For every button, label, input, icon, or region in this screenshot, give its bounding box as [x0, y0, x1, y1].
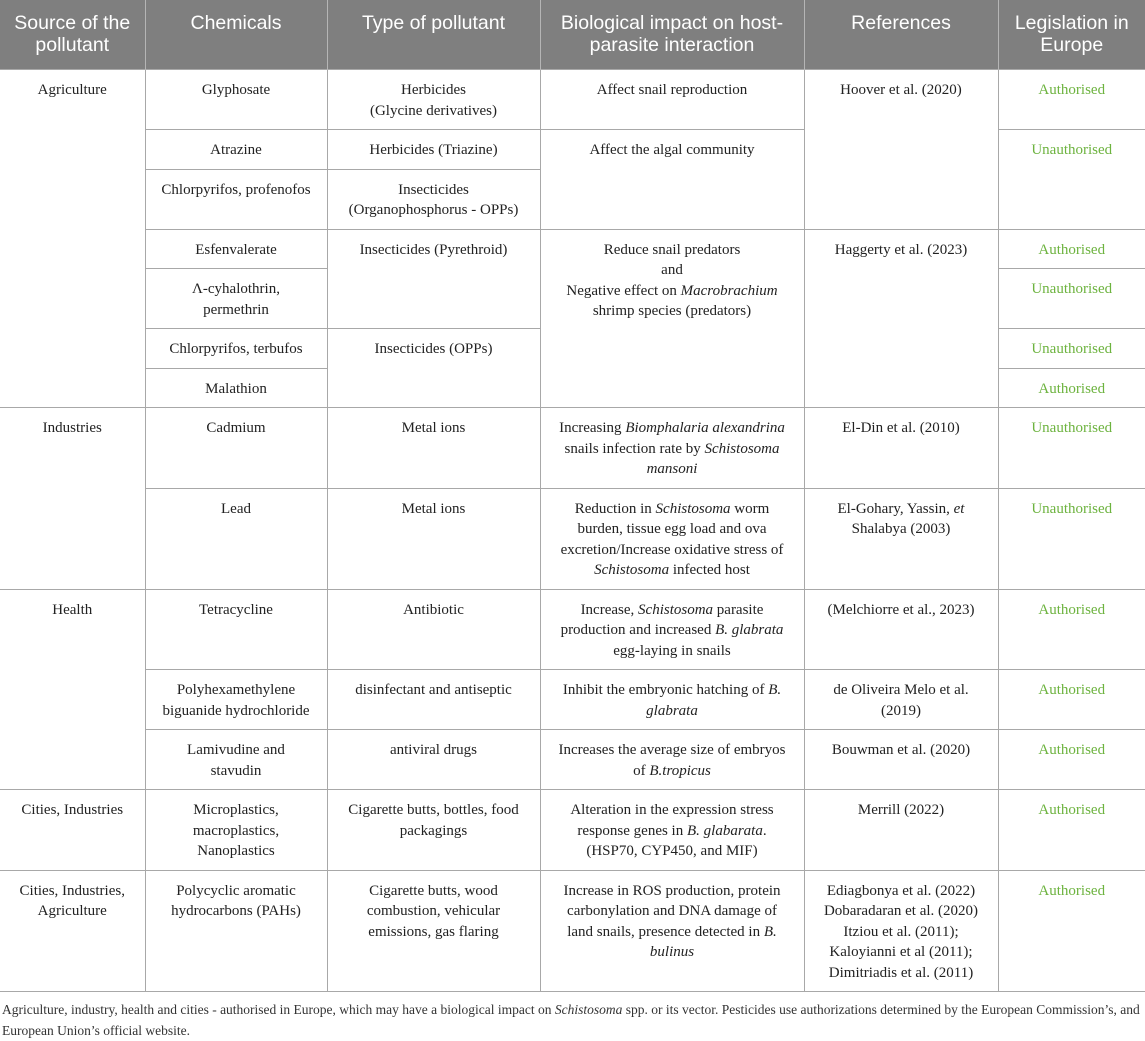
- header-chemicals: Chemicals: [145, 0, 327, 70]
- legislation-cell: Authorised: [998, 368, 1145, 408]
- table-row: [0, 589, 1145, 670]
- type-cell: antiviral drugs: [327, 730, 540, 790]
- type-cell: Herbicides (Glycine derivatives): [327, 70, 540, 130]
- impact-cell: Reduction in Schistosoma worm burden, tissue egg load and ova excretion/Increase oxidative stress of Schistosoma infected host: [540, 488, 804, 589]
- chemical-cell: Glyphosate: [145, 70, 327, 130]
- chemical-cell: Tetracycline: [145, 589, 327, 670]
- impact-cell: Inhibit the embryonic hatching of B. glabrata: [540, 670, 804, 730]
- legislation-cell: Authorised: [998, 229, 1145, 269]
- source-cell: Cities, Industries, Agriculture: [0, 870, 145, 992]
- chemical-cell: Malathion: [145, 368, 327, 408]
- header-impact: Biological impact on host-parasite interaction: [540, 0, 804, 70]
- table-row: [0, 408, 1145, 489]
- chemical-cell: Atrazine: [145, 130, 327, 170]
- chemical-cell: Cadmium: [145, 408, 327, 489]
- chemical-cell: Chlorpyrifos, profenofos: [145, 169, 327, 229]
- impact-cell: Affect snail reproduction: [540, 70, 804, 130]
- source-cell: Cities, Industries: [0, 790, 145, 871]
- reference-cell: El-Din et al. (2010): [804, 408, 998, 489]
- type-cell: Insecticides (Organophosphorus - OPPs): [327, 169, 540, 229]
- legislation-cell: Authorised: [998, 70, 1145, 130]
- impact-cell: Reduce snail predators and Negative effect on Macrobrachium shrimp species (predators): [540, 229, 804, 408]
- chemical-cell: Polyhexamethylene biguanide hydrochloride: [145, 670, 327, 730]
- legislation-cell: Authorised: [998, 870, 1145, 992]
- legislation-cell: Unauthorised: [998, 408, 1145, 489]
- impact-cell: Alteration in the expression stress response genes in B. glabarata. (HSP70, CYP450, and MIF): [540, 790, 804, 871]
- table-row: [0, 670, 1145, 730]
- reference-cell: (Melchiorre et al., 2023): [804, 589, 998, 670]
- table-row: [0, 229, 1145, 269]
- header-source: Source of the pollutant: [0, 0, 145, 70]
- table-row: [0, 488, 1145, 589]
- impact-cell: Increasing Biomphalaria alexandrina snails infection rate by Schistosoma mansoni: [540, 408, 804, 489]
- source-cell: Industries: [0, 408, 145, 590]
- source-cell: Agriculture: [0, 70, 145, 408]
- table-footnote: Agriculture, industry, health and cities - authorised in Europe, which may have a biological impact on Schistosoma spp. or its vector. Pesticides use authorizations determined by the European Commission’s, and European Union’s official website.: [2, 1002, 1140, 1038]
- header-type: Type of pollutant: [327, 0, 540, 70]
- table-row: [0, 730, 1145, 790]
- type-cell: Metal ions: [327, 408, 540, 489]
- type-cell: Antibiotic: [327, 589, 540, 670]
- type-cell: Metal ions: [327, 488, 540, 589]
- reference-cell: de Oliveira Melo et al. (2019): [804, 670, 998, 730]
- chemical-cell: Lamivudine and stavudin: [145, 730, 327, 790]
- type-cell: Cigarette butts, bottles, food packagings: [327, 790, 540, 871]
- impact-cell: Increases the average size of embryos of B.tropicus: [540, 730, 804, 790]
- legislation-cell: Authorised: [998, 589, 1145, 670]
- legislation-cell: Unauthorised: [998, 269, 1145, 329]
- legislation-cell: Authorised: [998, 790, 1145, 871]
- reference-cell: Bouwman et al. (2020): [804, 730, 998, 790]
- type-cell: disinfectant and antiseptic: [327, 670, 540, 730]
- reference-cell: Merrill (2022): [804, 790, 998, 871]
- reference-cell: Ediagbonya et al. (2022) Dobaradaran et al. (2020) Itziou et al. (2011); Kaloyianni et al (2011); Dimitriadis et al. (2011): [804, 870, 998, 992]
- chemical-cell: Λ-cyhalothrin, permethrin: [145, 269, 327, 329]
- source-cell: Health: [0, 589, 145, 790]
- chemical-cell: Chlorpyrifos, terbufos: [145, 329, 327, 369]
- type-cell: Herbicides (Triazine): [327, 130, 540, 170]
- type-cell: Insecticides (OPPs): [327, 329, 540, 408]
- table-row: [0, 790, 1145, 871]
- chemical-cell: Polycyclic aromatic hydrocarbons (PAHs): [145, 870, 327, 992]
- reference-cell: El-Gohary, Yassin, et Shalabya (2003): [804, 488, 998, 589]
- reference-cell: Haggerty et al. (2023): [804, 229, 998, 408]
- type-cell: Insecticides (Pyrethroid): [327, 229, 540, 329]
- table-row: [0, 70, 1145, 130]
- impact-cell: Increase, Schistosoma parasite production and increased B. glabrata egg-laying in snails: [540, 589, 804, 670]
- impact-cell: Affect the algal community: [540, 130, 804, 230]
- type-cell: Cigarette butts, wood combustion, vehicular emissions, gas flaring: [327, 870, 540, 992]
- header-legislation: Legislation in Europe: [998, 0, 1145, 70]
- header-references: References: [804, 0, 998, 70]
- legislation-cell: Authorised: [998, 670, 1145, 730]
- impact-cell: Increase in ROS production, protein carbonylation and DNA damage of land snails, presence detected in B. bulinus: [540, 870, 804, 992]
- chemical-cell: Esfenvalerate: [145, 229, 327, 269]
- legislation-cell: Authorised: [998, 730, 1145, 790]
- header-row: [0, 0, 1145, 70]
- table-row: [0, 870, 1145, 992]
- reference-cell: Hoover et al. (2020): [804, 70, 998, 230]
- legislation-cell: Unauthorised: [998, 130, 1145, 230]
- chemical-cell: Lead: [145, 488, 327, 589]
- chemical-cell: Microplastics, macroplastics, Nanoplastics: [145, 790, 327, 871]
- legislation-cell: Unauthorised: [998, 488, 1145, 589]
- legislation-cell: Unauthorised: [998, 329, 1145, 369]
